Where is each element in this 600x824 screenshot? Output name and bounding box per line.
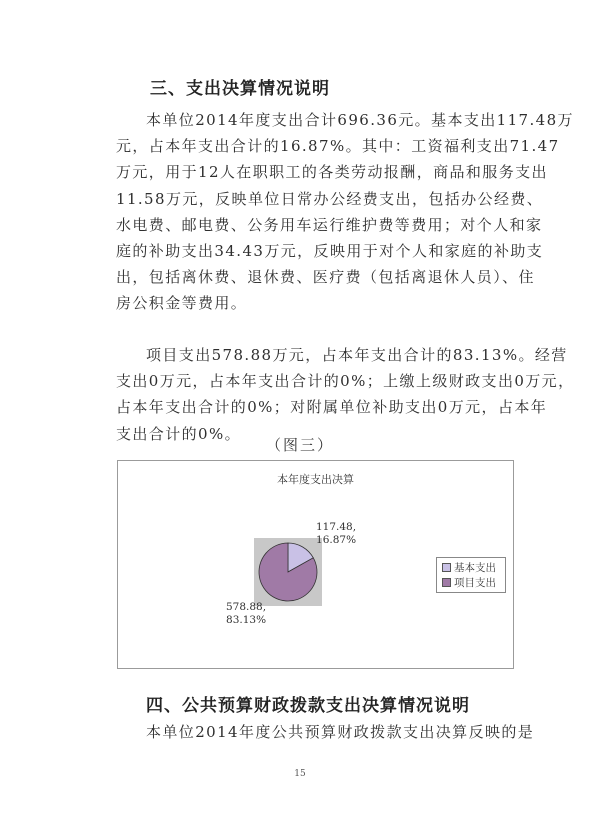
pie-chart (117, 460, 514, 669)
paragraph-line: 11.58万元，反映单位日常办公经费支出，包括办公经费、 (116, 189, 544, 208)
figure-caption: （图三） (265, 436, 334, 454)
data-label-value: 578.88, (226, 601, 267, 613)
section4-heading: 四、公共预算财政拨款支出决算情况说明 (146, 696, 470, 716)
data-label-percent: 83.13% (226, 614, 267, 626)
data-label-percent: 16.87% (316, 534, 357, 546)
section3-paragraph2 (116, 342, 575, 447)
paragraph-line: 元，占本年支出合计的16.87%。其中：工资福利支出71.47 (116, 137, 560, 156)
page-number: 15 (294, 769, 306, 779)
legend-swatch (442, 563, 451, 572)
legend-label: 基本支出 (454, 562, 496, 574)
paragraph-line: 庭的补助支出34.43万元，反映用于对个人和家庭的补助支 (116, 242, 544, 261)
paragraph-line: 出，包括离休费、退休费、医疗费（包括离退休人员）、住 (116, 268, 535, 287)
legend-item (442, 577, 496, 590)
paragraph-line: 房公积金等费用。 (116, 294, 248, 313)
paragraph-line: 项目支出578.88万元，占本年支出合计的83.13%。经营 (146, 346, 568, 364)
legend-label: 项目支出 (454, 577, 496, 589)
legend-item (442, 562, 496, 575)
section4-paragraph (116, 719, 535, 745)
legend-swatch (442, 578, 451, 587)
data-label-basic (316, 521, 356, 547)
paragraph-line: 支出0万元，占本年支出合计的0%；上缴上级财政支出0万元， (116, 372, 575, 391)
chart-legend (436, 557, 506, 593)
paragraph-line: 占本年支出合计的0%；对附属单位补助支出0万元，占本年 (116, 398, 548, 417)
chart-title: 本年度支出决算 (277, 473, 354, 486)
section3-heading: 三、支出决算情况说明 (150, 79, 330, 99)
data-label-project (226, 601, 266, 627)
paragraph-line: 万元，用于12人在职职工的各类劳动报酬，商品和服务支出 (116, 163, 548, 182)
paragraph-line: 本单位2014年度支出合计696.36元。基本支出117.48万 (146, 111, 574, 129)
paragraph-line: 本单位2014年度公共预算财政拨款支出决算反映的是 (146, 723, 535, 741)
paragraph-line: 水电费、邮电费、公务用车运行维护费等费用；对个人和家 (116, 215, 543, 234)
section3-paragraph1 (116, 107, 574, 317)
paragraph-line: 支出合计的0%。 (116, 424, 241, 443)
data-label-value: 117.48, (316, 521, 357, 533)
